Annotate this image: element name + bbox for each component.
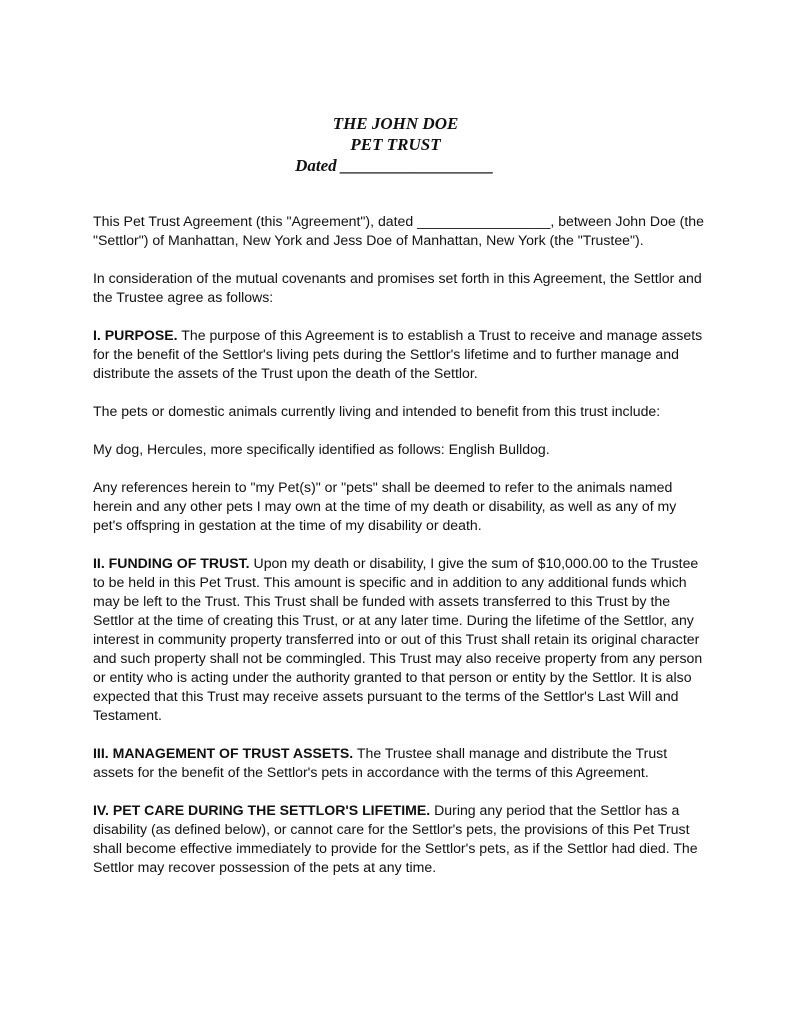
paragraph-text: The purpose of this Agreement is to establish a Trust to receive and manage assets for the benefit of the Settlor's living pets during the Settlor's lifetime and to further manage and distribute the assets of the Trust upon the death of the Settlor.	[93, 327, 703, 381]
section-heading: IV. PET CARE DURING THE SETTLOR'S LIFETIME.	[93, 802, 431, 818]
paragraph-text: The pets or domestic animals currently living and intended to benefit from this trust include:	[93, 403, 661, 419]
paragraph-text: My dog, Hercules, more specifically identified as follows: English Bulldog.	[93, 441, 550, 457]
consideration-paragraph	[93, 269, 705, 307]
section-heading: I. PURPOSE.	[93, 327, 178, 343]
section-heading: III. MANAGEMENT OF TRUST ASSETS.	[93, 745, 354, 761]
paragraph-text: During any period that the Settlor has a disability (as defined below), or cannot care for the Settlor's pets, the provisions of this Pet Trust shall become effective immediately to provide for the Settlor's pets, as if the Settlor had died. The Settlor may recover possession of the pets at any time.	[93, 802, 698, 875]
pet-references-paragraph	[93, 478, 705, 535]
paragraph-text: This Pet Trust Agreement (this "Agreement"), dated _________________, between John Doe (the "Settlor") of Manhattan, New York and Jess Doe of Manhattan, New York (the "Trustee").	[93, 213, 704, 248]
title-line-1: THE JOHN DOE	[332, 114, 459, 133]
paragraph-text: Any references herein to "my Pet(s)" or "pets" shall be deemed to refer to the animals named herein and any other pets I may own at the time of my death or disability, as well as any of my pet's offspring in gestation at the time of my disability or death.	[93, 479, 677, 533]
intro-paragraph	[93, 212, 705, 250]
paragraph-text: Upon my death or disability, I give the sum of $10,000.00 to the Trustee to be held in this Pet Trust. This amount is specific and in addition to any additional funds which may be left to the Trust. This Trust shall be funded with assets transferred to this Trust by the Settlor at the time of creating this Trust, or at any later time. During the lifetime of the Settlor, any interest in community property transferred into or out of this Trust shall retain its original character and such property shall not be commingled. This Trust may also receive property from any person or entity who is acting under the authority granted to that person or entity by the Settlor. It is also expected that this Trust may receive assets pursuant to the terms of the Settlor's Last Will and Testament.	[93, 555, 703, 723]
section-heading: II. FUNDING OF TRUST.	[93, 555, 250, 571]
funding-section	[93, 554, 705, 725]
paragraph-text: In consideration of the mutual covenants and promises set forth in this Agreement, the Settlor and the Trustee agree as follows:	[93, 270, 702, 305]
purpose-section	[93, 326, 705, 383]
agreement-body	[93, 212, 705, 896]
pet-description-paragraph	[93, 440, 705, 459]
document-title	[0, 113, 791, 176]
pets-intro-paragraph	[93, 402, 705, 421]
management-section	[93, 744, 705, 782]
dated-line: Dated __________________	[295, 156, 494, 175]
title-line-2: PET TRUST	[350, 135, 441, 154]
paragraph-text: The Trustee shall manage and distribute the Trust assets for the benefit of the Settlor's pets in accordance with the terms of this Agreement.	[93, 745, 668, 780]
pet-care-section	[93, 801, 705, 877]
